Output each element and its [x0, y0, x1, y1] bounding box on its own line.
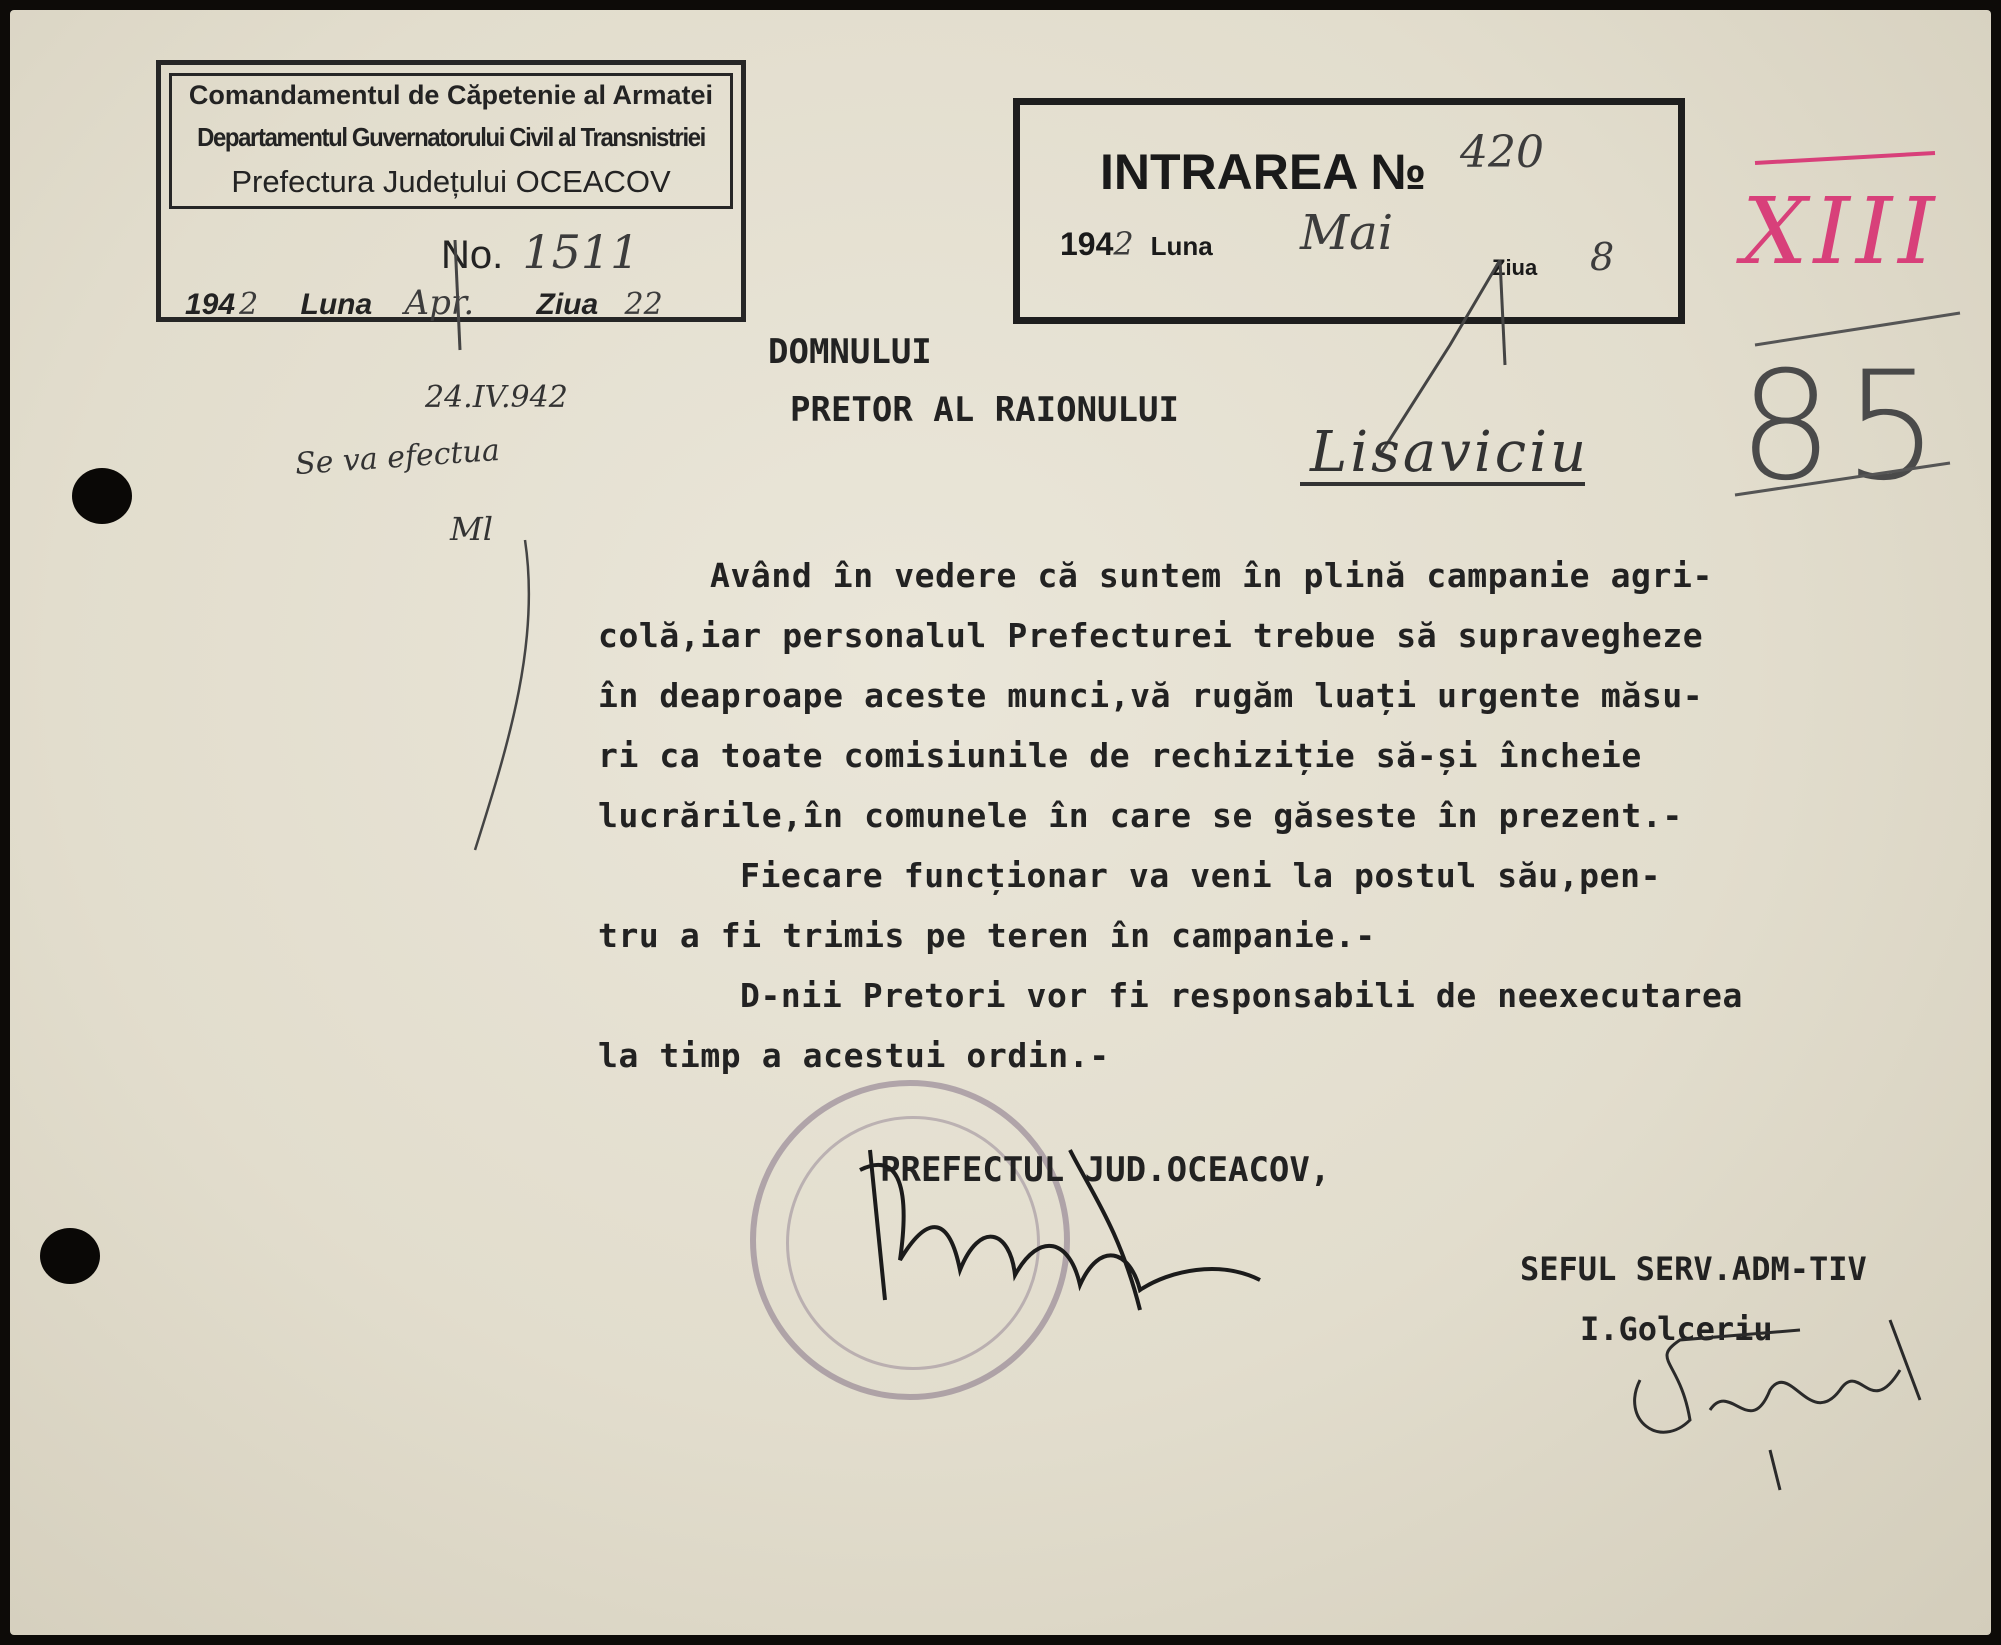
entry-year-hw: 2	[1113, 225, 1134, 263]
body-line: ri ca toate comisiunile de rechiziție să-și încheie	[598, 736, 1642, 775]
handwritten-name: Lisaviciu	[1310, 420, 1590, 485]
stamp-day-value: 22	[624, 287, 663, 322]
stamp-line-prefecture: Prefectura Județului OCEACOV	[231, 164, 671, 199]
chief-signature	[1620, 1300, 1940, 1500]
addressee-line-2: PRETOR AL RAIONULUI	[790, 390, 1179, 430]
prefect-title: PREFECTUL JUD.OCEACOV,	[880, 1150, 1331, 1190]
prefect-signature	[840, 1110, 1340, 1370]
stamp-line-command: Comandamentul de Căpetenie al Armatei	[188, 80, 714, 110]
stamp-month-label: Luna	[300, 288, 373, 321]
chief-name: I.Golceriu	[1580, 1310, 1773, 1348]
addressee-line-1: DOMNULUI	[768, 332, 932, 372]
stamp-header-box	[169, 73, 733, 209]
handwritten-name-underline	[1300, 478, 1590, 490]
entry-number: 420	[1460, 127, 1544, 178]
handwritten-margin-strokes	[430, 240, 550, 860]
red-pencil-mark: XIII	[1742, 178, 1941, 285]
punch-hole	[40, 1228, 100, 1284]
stamp-year-hw: 2	[239, 287, 259, 322]
stamp-date-row	[185, 283, 667, 323]
red-pencil-underline	[1750, 145, 1940, 175]
handwritten-initials: Ml	[450, 510, 493, 548]
stamp-number-value: 1511	[522, 225, 640, 279]
body-line: Având în vedere că suntem în plină campanie agri-	[710, 556, 1713, 595]
body-line: Fiecare funcționar va veni la postul său,pen-	[740, 856, 1662, 895]
entry-day-label: Ziua	[1492, 255, 1538, 280]
body-line: colă,iar personalul Prefecturei trebue să supravegheze	[598, 616, 1704, 655]
stamp-line-department: Departamentul Guvernatorului Civil al Transnistriei	[197, 122, 705, 152]
grey-folio-number: 85	[1738, 340, 1949, 514]
stamp-month-value: Apr.	[404, 283, 475, 323]
entry-month-label: Luna	[1150, 231, 1213, 261]
stamp-year: 194	[185, 288, 236, 321]
document-page	[10, 10, 1991, 1635]
entry-year: 194	[1060, 226, 1114, 262]
handwritten-date: 24.IV.942	[425, 380, 568, 415]
body-line: la timp a acestui ordin.-	[598, 1036, 1110, 1075]
entry-date-row	[1060, 225, 1213, 263]
body-line: în deaproape aceste munci,vă rugăm luați urgente măsu-	[598, 676, 1704, 715]
entry-stamp	[1013, 98, 1685, 324]
stamp-number-label: No.	[441, 233, 504, 277]
chief-title: SEFUL SERV.ADM-TIV	[1520, 1250, 1867, 1288]
entry-day-value: 8	[1590, 235, 1615, 279]
body-line: lucrările,în comunele în care se găseste în prezent.-	[598, 796, 1683, 835]
entry-month-value: Mai	[1300, 205, 1394, 261]
stamp-day-label: Ziua	[536, 288, 599, 321]
handwritten-note: Se va efectua	[294, 432, 501, 483]
body-line: D-nii Pretori vor fi responsabili de neexecutarea	[740, 976, 1743, 1015]
grey-number-underline	[1730, 455, 1960, 505]
entry-title: INTRAREA №	[1100, 144, 1427, 200]
body-line: tru a fi trimis pe teren în campanie.-	[598, 916, 1376, 955]
punch-hole	[72, 468, 132, 524]
